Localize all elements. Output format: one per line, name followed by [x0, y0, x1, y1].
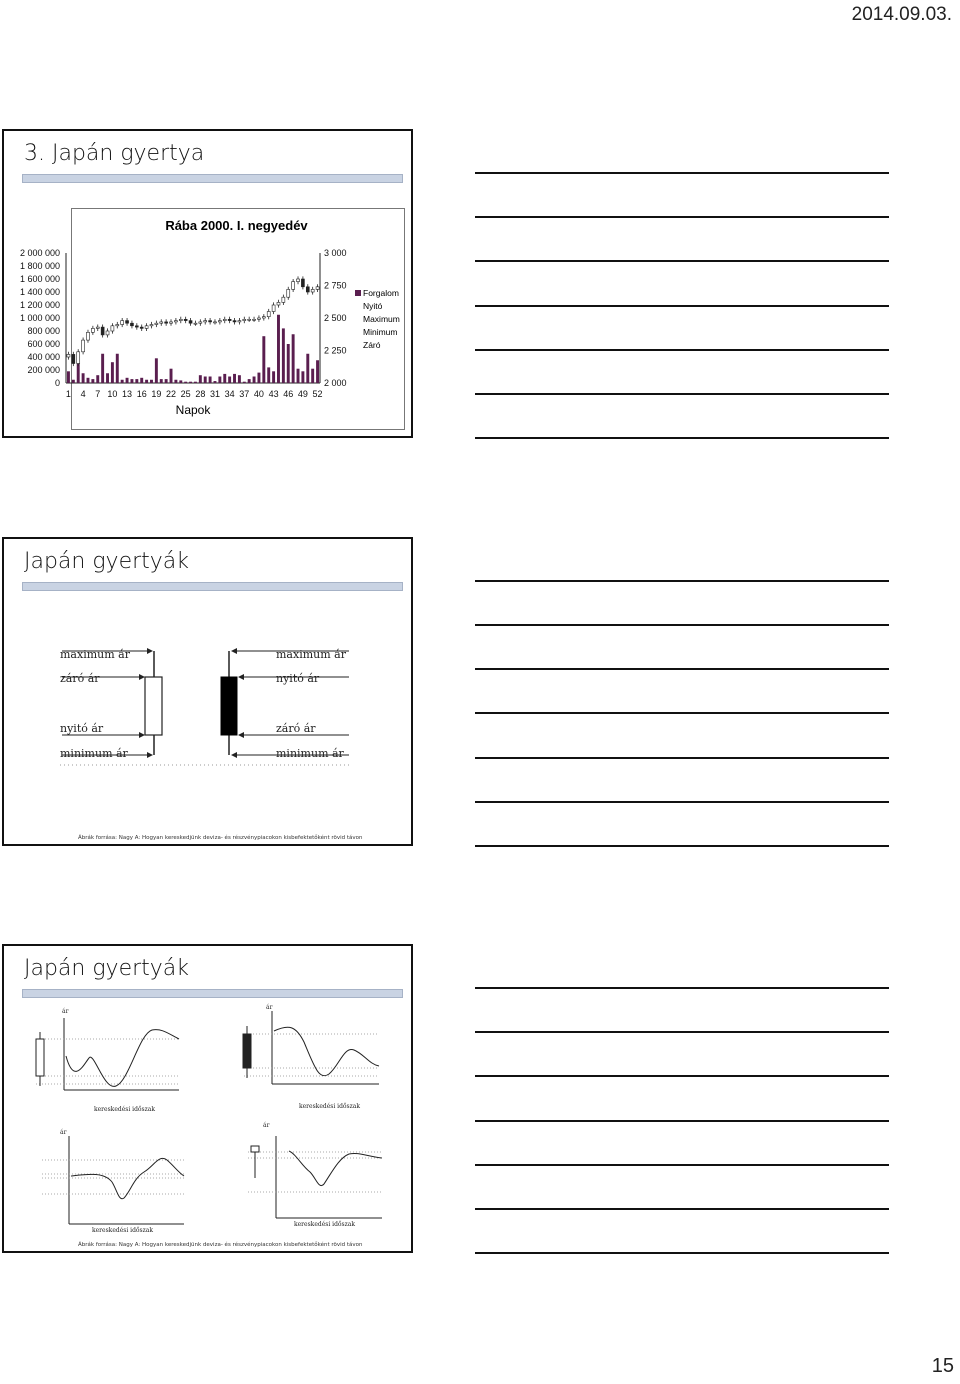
volume-bar	[189, 382, 192, 383]
volume-bar	[165, 379, 168, 383]
volume-bar	[121, 380, 124, 383]
candle-body	[257, 318, 260, 319]
volume-bar	[233, 374, 236, 383]
volume-bar	[145, 380, 148, 383]
x-tick-label: 19	[151, 389, 162, 399]
candle-body	[111, 326, 114, 331]
candle-body	[82, 340, 85, 352]
x-tick-label: 31	[209, 389, 220, 399]
y-left-tick-label: 1 600 000	[19, 274, 60, 284]
candle-body	[116, 325, 119, 326]
volume-bar	[243, 382, 246, 383]
candle-body	[189, 321, 192, 324]
x-tick-label: 46	[283, 389, 294, 399]
y-left-tick-label: 600 000	[27, 339, 60, 349]
candle-body	[106, 331, 109, 335]
chart-legend	[355, 287, 400, 352]
volume-bar	[262, 336, 265, 383]
x-tick-label: 37	[239, 389, 250, 399]
candle-body	[101, 327, 104, 335]
candle-body	[86, 332, 89, 340]
candle-body	[194, 323, 197, 324]
label-left-minimum: minimum ár	[60, 747, 128, 760]
x-tick-label: 25	[180, 389, 191, 399]
volume-bar	[67, 371, 70, 383]
candle-body	[228, 319, 231, 320]
x-tick-label: 1	[65, 389, 71, 399]
x-tick-label: 10	[107, 389, 118, 399]
candle-body	[160, 322, 163, 323]
y-right-tick-label: 2 500	[324, 313, 347, 323]
volume-bar	[248, 379, 251, 383]
slide-title: Japán gyertyák	[24, 549, 190, 574]
x-tick-label: 52	[312, 389, 323, 399]
y-left-tick-label: 1 400 000	[19, 287, 60, 297]
candle-body	[121, 321, 124, 325]
candle-body	[140, 327, 143, 328]
label-right-maximum: maximum ár	[276, 648, 346, 661]
panel-2-y-label: ár	[266, 1004, 273, 1011]
candle-body	[165, 322, 168, 323]
volume-bar	[184, 382, 187, 383]
volume-bar	[135, 379, 138, 383]
candle-body	[262, 317, 265, 318]
volume-bar	[77, 364, 80, 384]
candle-body	[306, 287, 309, 292]
volume-bar	[160, 379, 163, 383]
panel-1-y-label: ár	[62, 1008, 69, 1015]
y-left-tick-label: 0	[54, 378, 60, 388]
page-number: 15	[931, 1355, 954, 1377]
volume-bar	[272, 371, 275, 383]
volume-bar	[228, 377, 231, 384]
volume-bar	[116, 354, 119, 383]
volume-bar	[267, 367, 270, 383]
y-left-tick-label: 400 000	[27, 352, 60, 362]
volume-bar	[101, 354, 104, 383]
volume-bar	[106, 373, 109, 383]
candle-body	[223, 319, 226, 320]
volume-bar	[257, 373, 260, 383]
candle-body	[243, 319, 246, 320]
label-left-maximum: maximum ár	[60, 648, 130, 661]
candle-diagram	[4, 539, 415, 848]
candle-body	[297, 279, 300, 282]
volume-bar	[174, 380, 177, 383]
label-left-close: záró ár	[60, 672, 100, 685]
candle-body	[170, 322, 173, 323]
candle-body	[204, 321, 207, 322]
y-left-tick-label: 1 000 000	[19, 313, 60, 323]
candle-body	[213, 322, 216, 323]
candle-body	[135, 326, 138, 327]
volume-bar	[218, 377, 221, 384]
candle-body	[272, 305, 275, 312]
x-tick-label: 4	[80, 389, 86, 399]
candle-body	[248, 319, 251, 320]
volume-bar	[292, 334, 295, 383]
volume-bar	[277, 315, 280, 383]
y-right-tick-label: 2 750	[324, 280, 347, 291]
volume-bar	[194, 382, 197, 383]
slide-3	[2, 944, 413, 1253]
candle-body	[145, 326, 148, 329]
y-left-tick-label: 2 000 000	[19, 248, 60, 258]
x-tick-label: 22	[166, 389, 177, 399]
y-right-tick-label: 2 250	[324, 345, 347, 356]
header-date: 2014.09.03.	[851, 4, 952, 25]
label-right-open: nyitó ár	[276, 672, 320, 685]
x-tick-label: 7	[95, 389, 101, 399]
y-left-tick-label: 200 000	[27, 365, 60, 375]
volume-bar	[316, 360, 319, 383]
legend-swatch	[355, 290, 361, 296]
volume-bar	[209, 377, 212, 384]
volume-bar	[199, 375, 202, 383]
candle-body	[91, 328, 94, 332]
legend-item-maximum: Maximum	[363, 314, 400, 324]
volume-bar	[297, 369, 300, 383]
source-caption: Ábrák forrása: Nagy A: Hogyan kereskedjünk deviza- és részvénypiacokon kisbefektetőként rövid távon	[78, 1242, 363, 1248]
candle-body	[209, 321, 212, 322]
candle-body	[130, 323, 133, 326]
panel-1-x-label: kereskedési időszak	[94, 1106, 155, 1113]
x-tick-label: 49	[297, 389, 308, 399]
slide-1	[2, 129, 413, 438]
y-left-tick-label: 1 800 000	[19, 261, 60, 271]
volume-bar	[306, 354, 309, 383]
volume-bar	[82, 373, 85, 383]
volume-bar	[204, 377, 207, 384]
volume-bar	[111, 362, 114, 383]
source-caption: Ábrák forrása: Nagy A: Hogyan kereskedjünk deviza- és részvénypiacokon kisbefektetőként rövid távon	[78, 835, 363, 841]
slide-title: 3. Japán gyertya	[24, 141, 205, 166]
label-left-open: nyitó ár	[60, 722, 104, 735]
panel-4-x-label: kereskedési időszak	[294, 1221, 355, 1228]
legend-item-nyito: Nyitó	[363, 301, 383, 311]
volume-bar	[130, 379, 133, 383]
x-axis-label: Napok	[175, 403, 211, 417]
price-curves-diagram	[4, 946, 415, 1255]
candle-body	[218, 321, 221, 322]
volume-bar	[126, 378, 129, 383]
x-tick-label: 13	[122, 389, 133, 399]
panel-4-y-label: ár	[263, 1122, 270, 1129]
y-left-tick-label: 1 200 000	[19, 300, 60, 310]
candle-body	[150, 325, 153, 326]
candle-body	[282, 297, 285, 302]
volume-bar	[287, 344, 290, 383]
candle-body	[277, 302, 280, 305]
candle-body	[292, 282, 295, 290]
candle-body	[287, 289, 290, 297]
x-tick-label: 34	[224, 389, 235, 399]
candle-body	[174, 321, 177, 322]
y-right-tick-label: 3 000	[324, 248, 347, 258]
volume-bar	[155, 358, 158, 383]
candle-body	[253, 319, 256, 320]
volume-bar	[72, 380, 75, 383]
y-left-tick-label: 800 000	[27, 326, 60, 336]
y-right-tick-label: 2 000	[324, 378, 347, 388]
volume-bar	[140, 378, 143, 383]
slide-title: Japán gyertyák	[24, 956, 190, 981]
volume-bar	[170, 369, 173, 383]
candle-body	[267, 312, 270, 317]
panel-2-x-label: kereskedési időszak	[299, 1103, 360, 1110]
candle-body	[155, 323, 158, 324]
volume-bar	[223, 374, 226, 383]
candle-body	[316, 287, 319, 290]
volume-bar	[91, 379, 94, 383]
volume-bar	[87, 378, 90, 383]
label-right-minimum: minimum ár	[276, 747, 344, 760]
candle-body	[238, 321, 241, 322]
candle-body	[67, 354, 70, 357]
candlestick-chart	[4, 131, 415, 440]
volume-bar	[150, 380, 153, 383]
x-tick-label: 16	[136, 389, 147, 399]
candle-body	[199, 322, 202, 323]
x-tick-label: 40	[253, 389, 264, 399]
legend-item-forgalom: Forgalom	[355, 287, 400, 300]
chart-title: Rába 2000. I. negyedév	[165, 218, 308, 233]
candle-body	[233, 321, 236, 322]
volume-bar	[214, 381, 217, 383]
panel-3-x-label: kereskedési időszak	[92, 1227, 153, 1234]
candle-body	[126, 321, 129, 324]
candle-body	[301, 279, 304, 287]
label-right-close: záró ár	[276, 722, 316, 735]
volume-bar	[179, 380, 182, 383]
volume-bar	[301, 371, 304, 383]
x-tick-label: 28	[195, 389, 206, 399]
panel-3-y-label: ár	[60, 1129, 67, 1136]
legend-item-minimum: Minimum	[363, 327, 398, 337]
volume-bar	[96, 375, 99, 383]
volume-bar	[282, 328, 285, 383]
candle-body	[184, 319, 187, 320]
volume-bar	[311, 369, 314, 383]
legend-item-zaro: Záró	[363, 340, 381, 350]
candle-body	[311, 289, 314, 292]
volume-bar	[253, 377, 256, 384]
candle-body	[179, 319, 182, 320]
volume-bar	[238, 375, 241, 383]
candle-body	[77, 352, 80, 364]
x-tick-label: 43	[268, 389, 279, 399]
slide-2	[2, 537, 413, 846]
candle-body	[96, 327, 99, 328]
candle-body	[72, 354, 75, 363]
